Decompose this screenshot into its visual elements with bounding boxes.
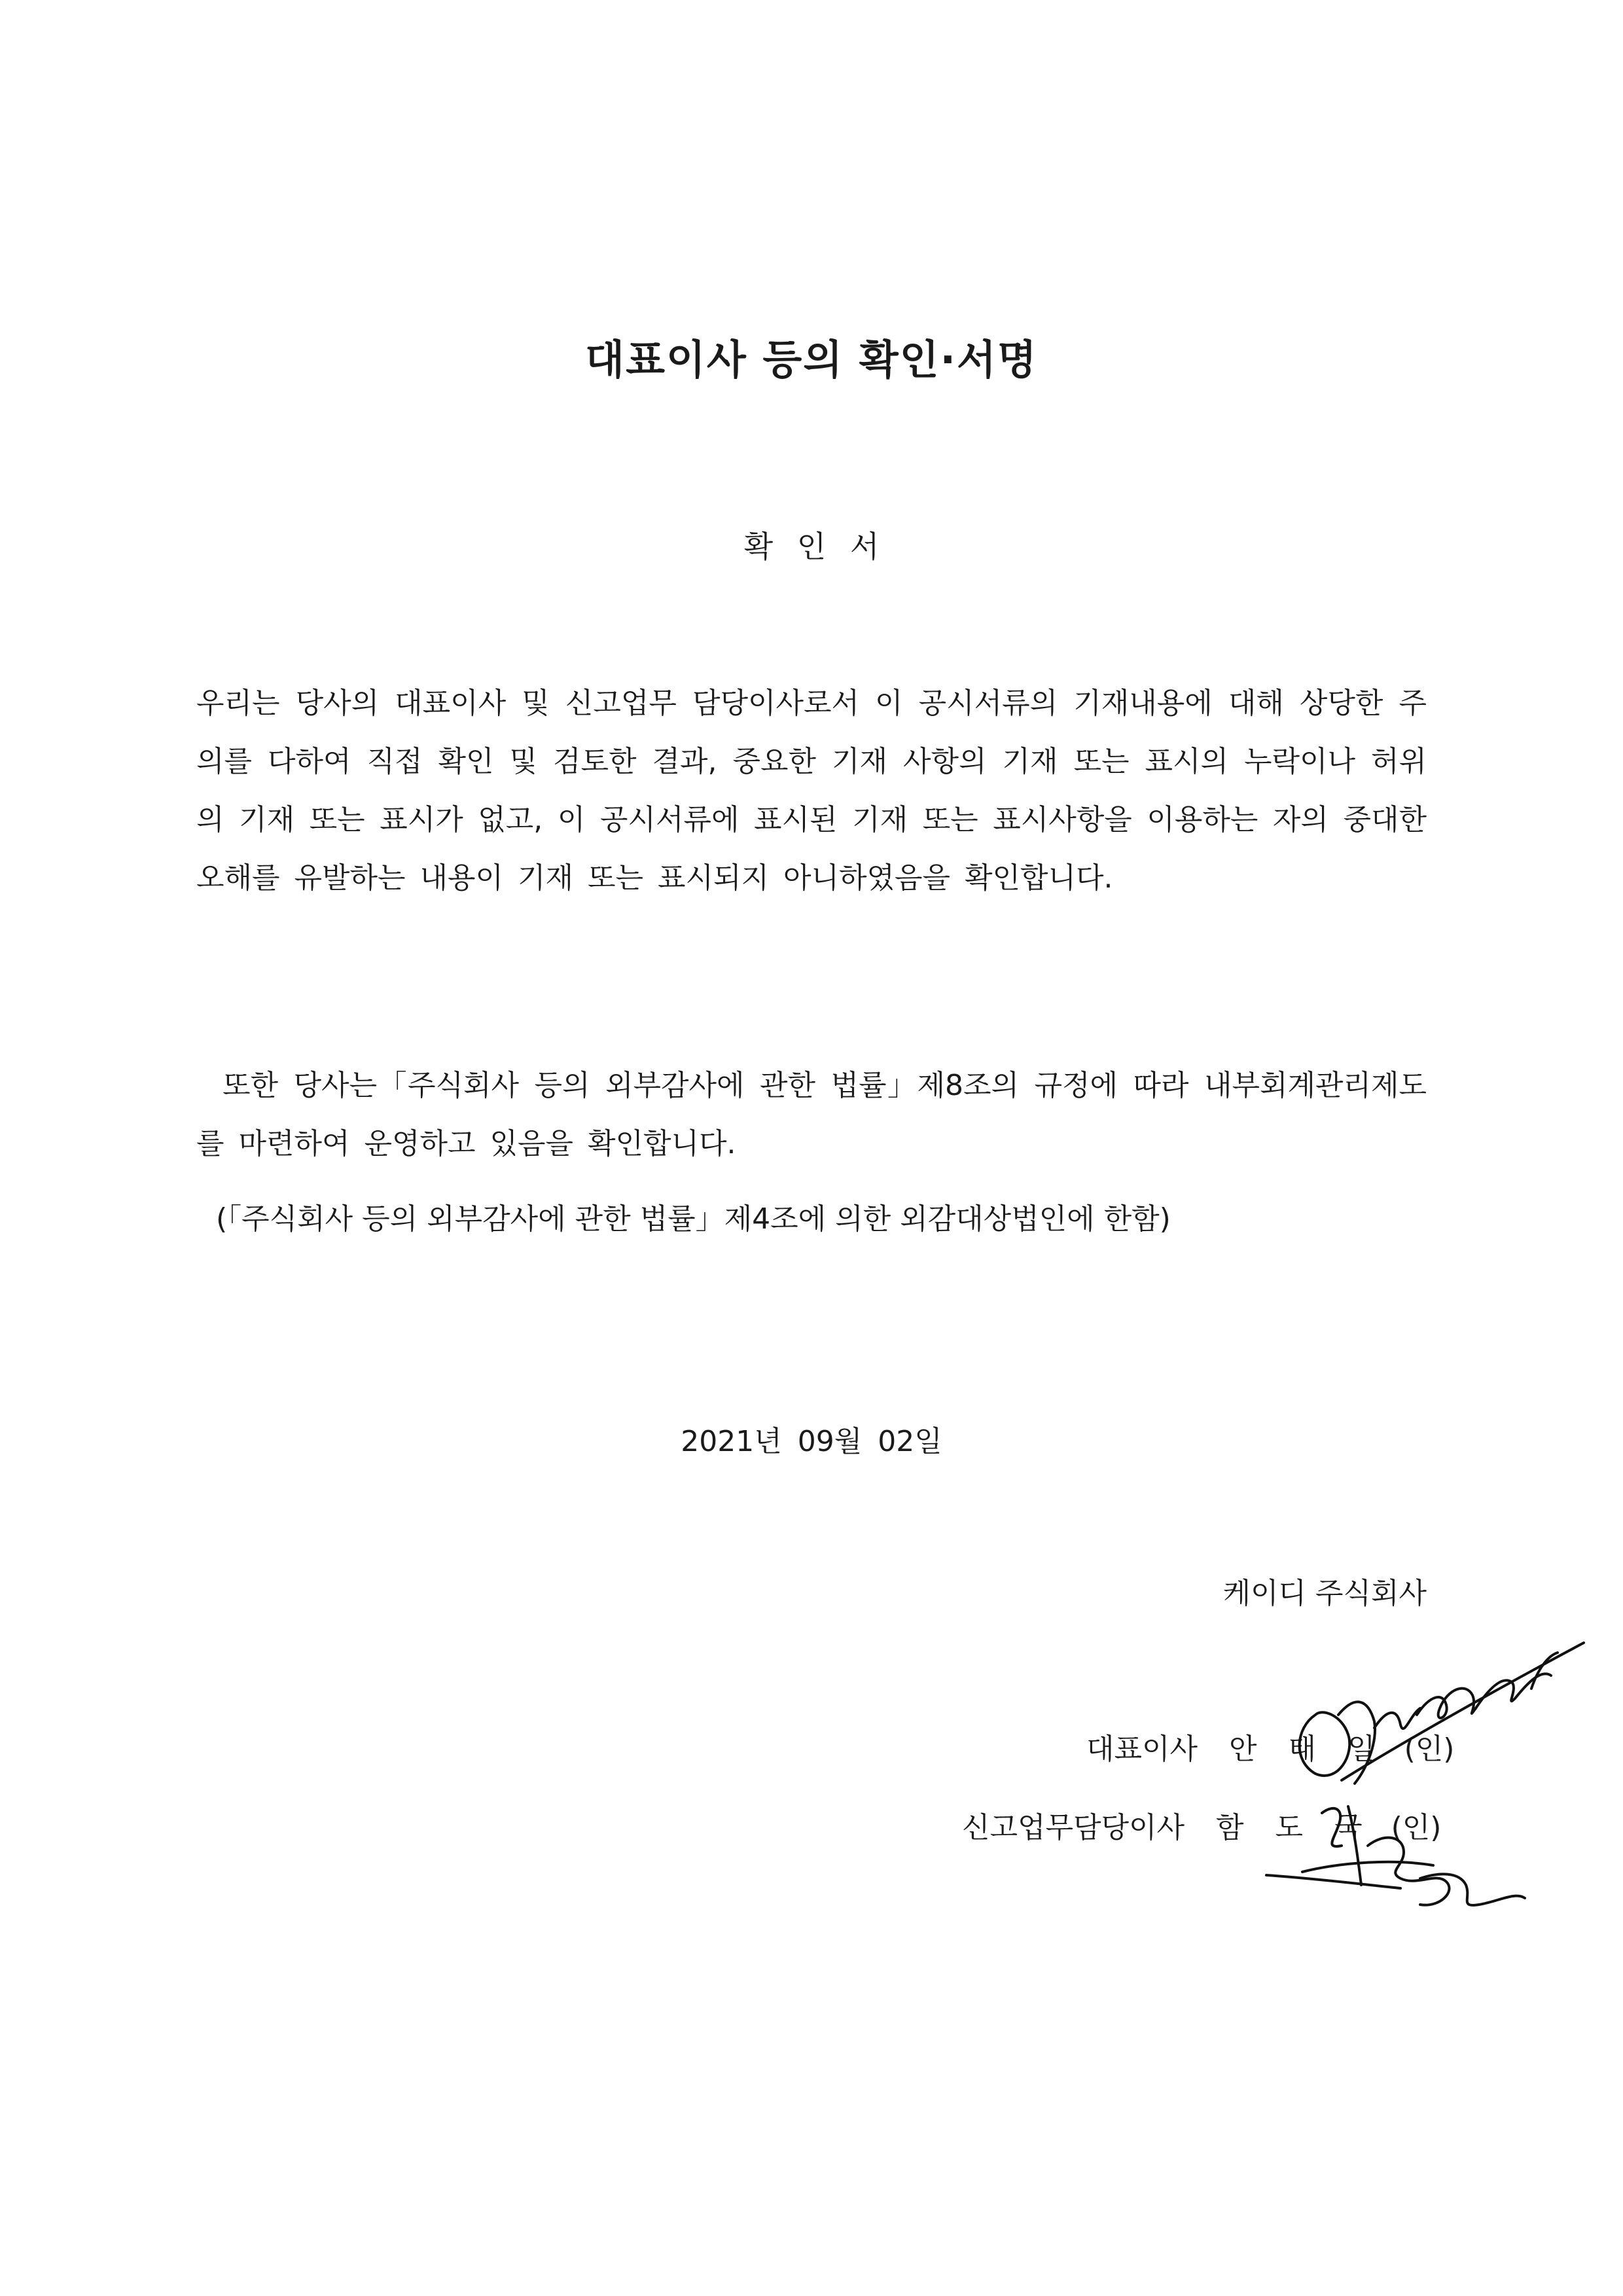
ceo-role: 대표이사: [1086, 1732, 1198, 1766]
document-subtitle: 확 인 서: [743, 529, 880, 564]
officer-name-char: 도: [1275, 1811, 1304, 1844]
officer-handwritten-signature: [1263, 1774, 1538, 1931]
ceo-seal-mark: (인): [1404, 1732, 1455, 1766]
document-title: 대표이사 등의 확인·서명: [585, 336, 1038, 384]
officer-seal-mark: (인): [1391, 1811, 1442, 1844]
document-date: 2021년 09월 02일: [681, 1425, 942, 1458]
company-name: 케이디 주식회사: [1222, 1577, 1427, 1610]
ceo-handwritten-signature: [1276, 1617, 1590, 1800]
ceo-name-char: 태: [1288, 1732, 1317, 1766]
officer-name-char: 국: [1334, 1811, 1363, 1844]
officer-role: 신고업무담당이사: [962, 1811, 1185, 1844]
officer-name-char: 함: [1216, 1811, 1244, 1844]
internal-control-paragraph: 또한 당사는「주식회사 등의 외부감사에 관한 법률」제8조의 규정에 따라 내부회계관리제도를 마련하여 운영하고 있음을 확인합니다.: [196, 1069, 1427, 1160]
applicability-note: (「주식회사 등의 외부감사에 관한 법률」제4조에 의한 외감대상법인에 한함): [216, 1202, 1171, 1236]
ceo-name-char: 일: [1347, 1732, 1376, 1766]
ceo-name-char: 안: [1229, 1732, 1257, 1766]
confirmation-paragraph: 우리는 당사의 대표이사 및 신고업무 담당이사로서 이 공시서류의 기재내용에 대해 상당한 주의를 다하여 직접 확인 및 검토한 결과, 중요한 기재 사항의 기재 또는 표시의 누락이나 허위의 기재 또는 표시가 없고, 이 공시서류에 표시된 기재 또는 표시사항을 이용하는 자의 중대한 오해를 유발하는 내용이 기재 또는 표시되지 아니하였음을 확인합니다.: [196, 687, 1427, 895]
